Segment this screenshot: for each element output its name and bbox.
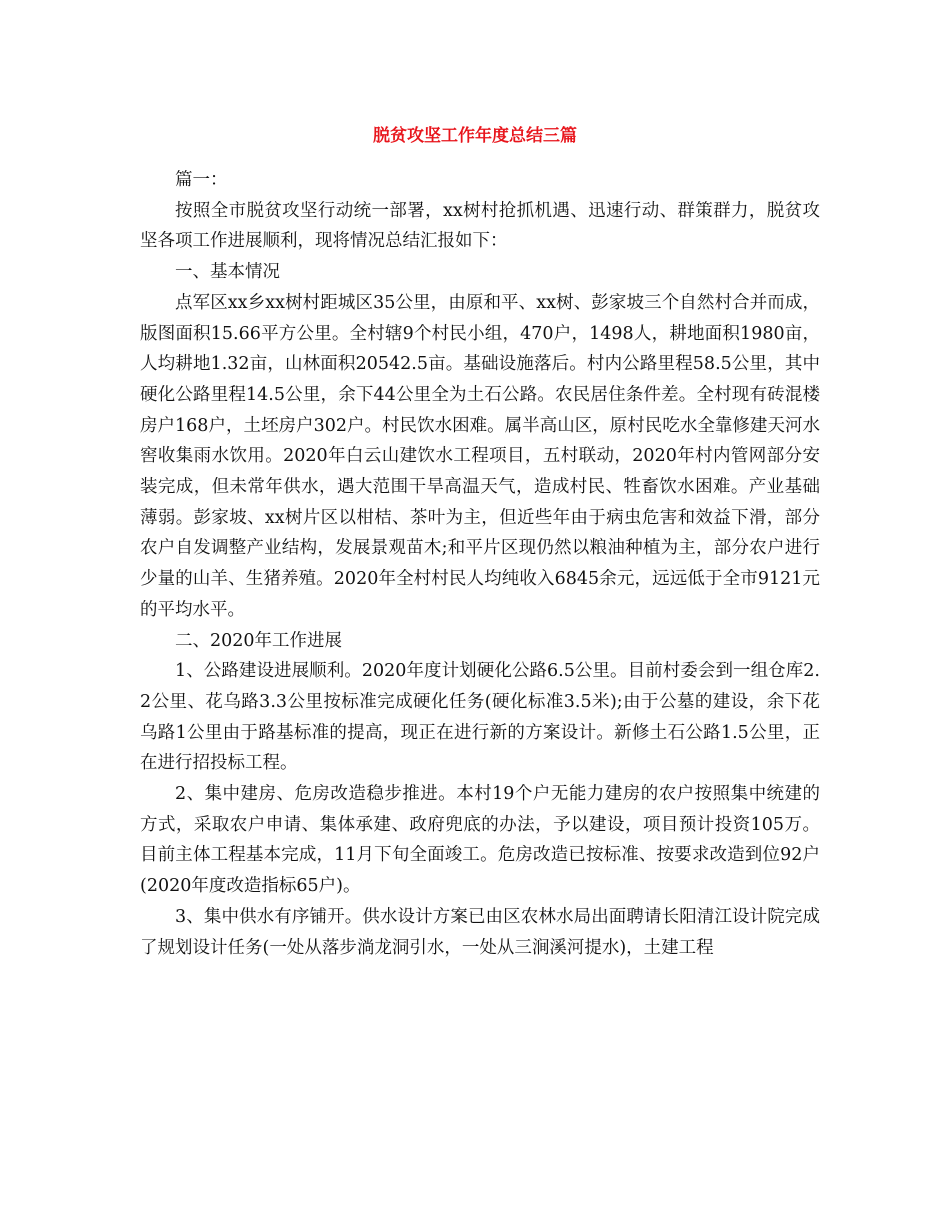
heading-work-progress: 二、2020年工作进展 (175, 630, 343, 651)
paragraph-intro: 按照全市脱贫攻坚行动统一部署，xx树村抢抓机遇、迅速行动、群策群力，脱贫攻坚各项工作进展顺利，现将情况总结汇报如下： (140, 200, 820, 252)
paragraph-section-label: 篇一： (175, 170, 228, 190)
heading-basic-situation: 一、基本情况 (175, 262, 280, 283)
document-title: 脱贫攻坚工作年度总结三篇 (373, 126, 577, 146)
paragraph-basic-situation: 点军区xx乡xx树村距城区35公里，由原和平、xx树、彭家坡三个自然村合并而成，版图面积15.66平方公里。全村辖9个村民小组，470户，1498人，耕地面积1980亩，人均耕地1.32亩，山林面积20542.5亩。基础设施落后。村内公路里程58.5公里，其中硬化公路里程14.5公里，余下44公里全为土石公路。农民居住条件差。全村现有砖混楼房户168户，土坯房户302户。村民饮水困难。属半高山区，原村民吃水全靠修建天河水窖收集雨水饮用。2020年白云山建饮水工程项目，五村联动，2020年村内管网部分安装完成，但未常年供水，遇大范围干旱高温天气，造成村民、牲畜饮水困难。产业基础薄弱。彭家坡、xx树片区以柑桔、茶叶为主，但近些年由于病虫危害和效益下滑，部分农户自发调整产业结构，发展景观苗木;和平片区现仍然以粮油种植为主，部分农户进行少量的山羊、生猪养殖。2020年全村村民人均纯收入6845余元，远远低于全市9121元的平均水平。 (140, 292, 820, 620)
paragraph-housing: 2、集中建房、危房改造稳步推进。本村19个户无能力建房的农户按照集中统建的方式，采取农户申请、集体承建、政府兜底的办法，予以建设，项目预计投资105万。目前主体工程基本完成，11月下旬全面竣工。危房改造已按标准、按要求改造到位92户(2020年度改造指标65户)。 (140, 784, 820, 897)
document-body (140, 165, 820, 963)
paragraph-road-construction: 1、公路建设进展顺利。2020年度计划硬化公路6.5公里。目前村委会到一组仓库2.2公里、花乌路3.3公里按标准完成硬化任务(硬化标准3.5米);由于公墓的建设，余下花乌路1公里由于路基标准的提高，现正在进行新的方案设计。新修土石公路1.5公里，正在进行招投标工程。 (140, 661, 820, 774)
paragraph-water-supply: 3、集中供水有序铺开。供水设计方案已由区农林水局出面聘请长阳清江设计院完成了规划设计任务(一处从落步淌龙洞引水，一处从三涧溪河提水)，土建工程 (140, 906, 820, 958)
